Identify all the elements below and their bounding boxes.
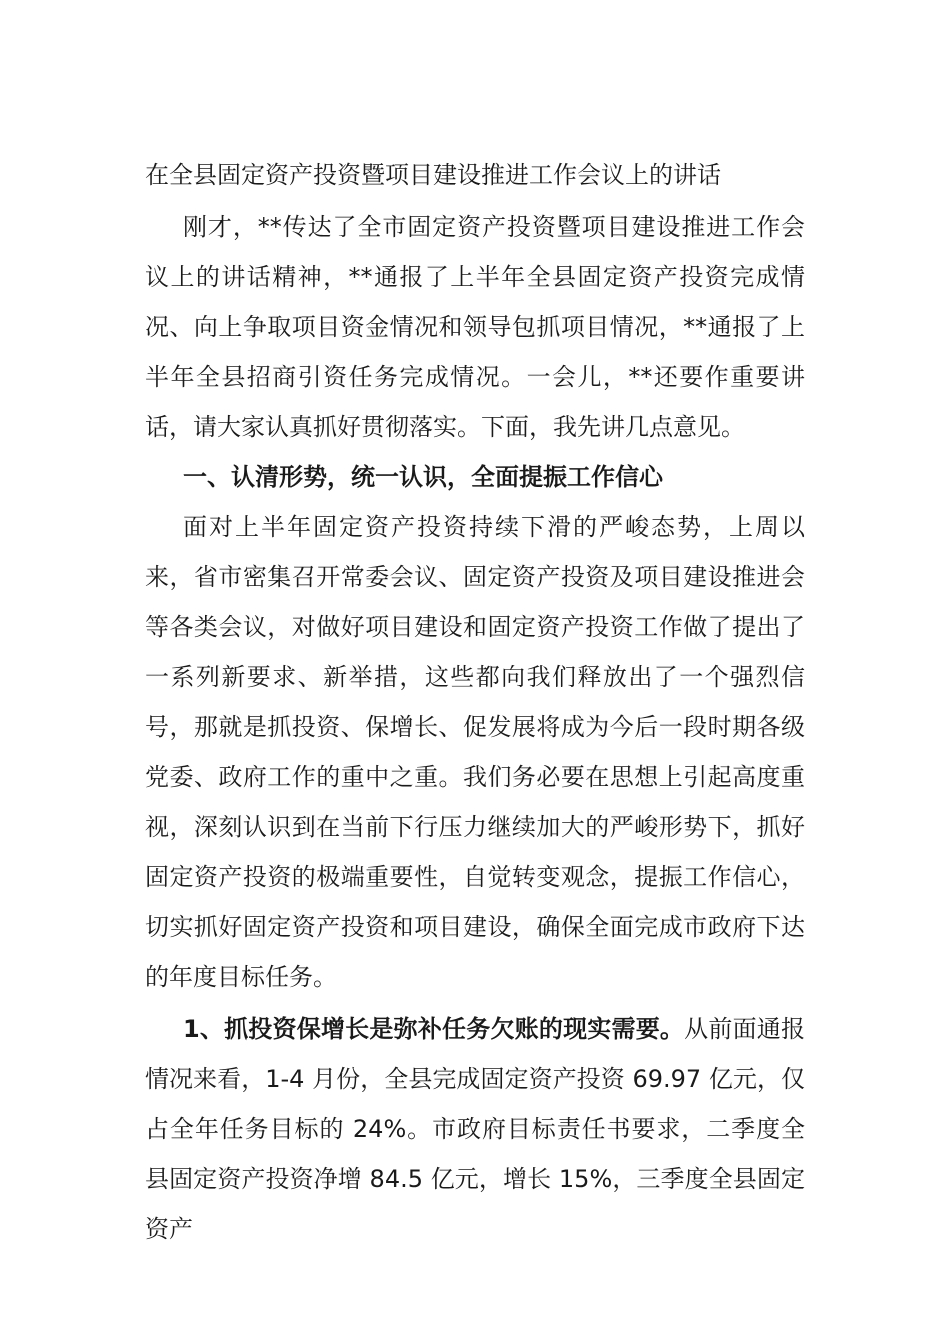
section-paragraph: 面对上半年固定资产投资持续下滑的严峻态势，上周以来，省市密集召开常委会议、固定资产投资及项目建设推进会等各类会议，对做好项目建设和固定资产投资工作做了提出了一系列新要求、新举措，这些都向我们释放出了一个强烈信号，那就是抓投资、保增长、促发展将成为今后一段时期各级党委、政府工作的重中之重。我们务必要在思想上引起高度重视，深刻认识到在当前下行压力继续加大的严峻形势下，抓好固定资产投资的极端重要性，自觉转变观念，提振工作信心，切实抓好固定资产投资和项目建设，确保全面完成市政府下达的年度目标任务。 bbox=[145, 513, 805, 991]
point-paragraph bbox=[145, 1004, 805, 1254]
intro-paragraph: 刚才，**传达了全市固定资产投资暨项目建设推进工作会议上的讲话精神，**通报了上半年全县固定资产投资完成情况、向上争取项目资金情况和领导包抓项目情况，**通报了上半年全县招商引资任务完成情况。一会儿，**还要作重要讲话，请大家认真抓好贯彻落实。下面，我先讲几点意见。 bbox=[145, 213, 805, 441]
point-lead: 1、抓投资保增长是弥补任务欠账的现实需要。 bbox=[183, 1015, 685, 1043]
document-page bbox=[145, 150, 805, 1254]
point-body: 从前面通报情况来看，1-4 月份，全县完成固定资产投资 69.97 亿元，仅占全年任务目标的 24%。市政府目标责任书要求，二季度全县固定资产投资净增 84.5 亿元，增长 15%，三季度全县固定资产 bbox=[145, 1015, 806, 1243]
document-title: 在全县固定资产投资暨项目建设推进工作会议上的讲话 bbox=[145, 161, 721, 189]
section-heading: 一、认清形势，统一认识，全面提振工作信心 bbox=[183, 463, 663, 491]
